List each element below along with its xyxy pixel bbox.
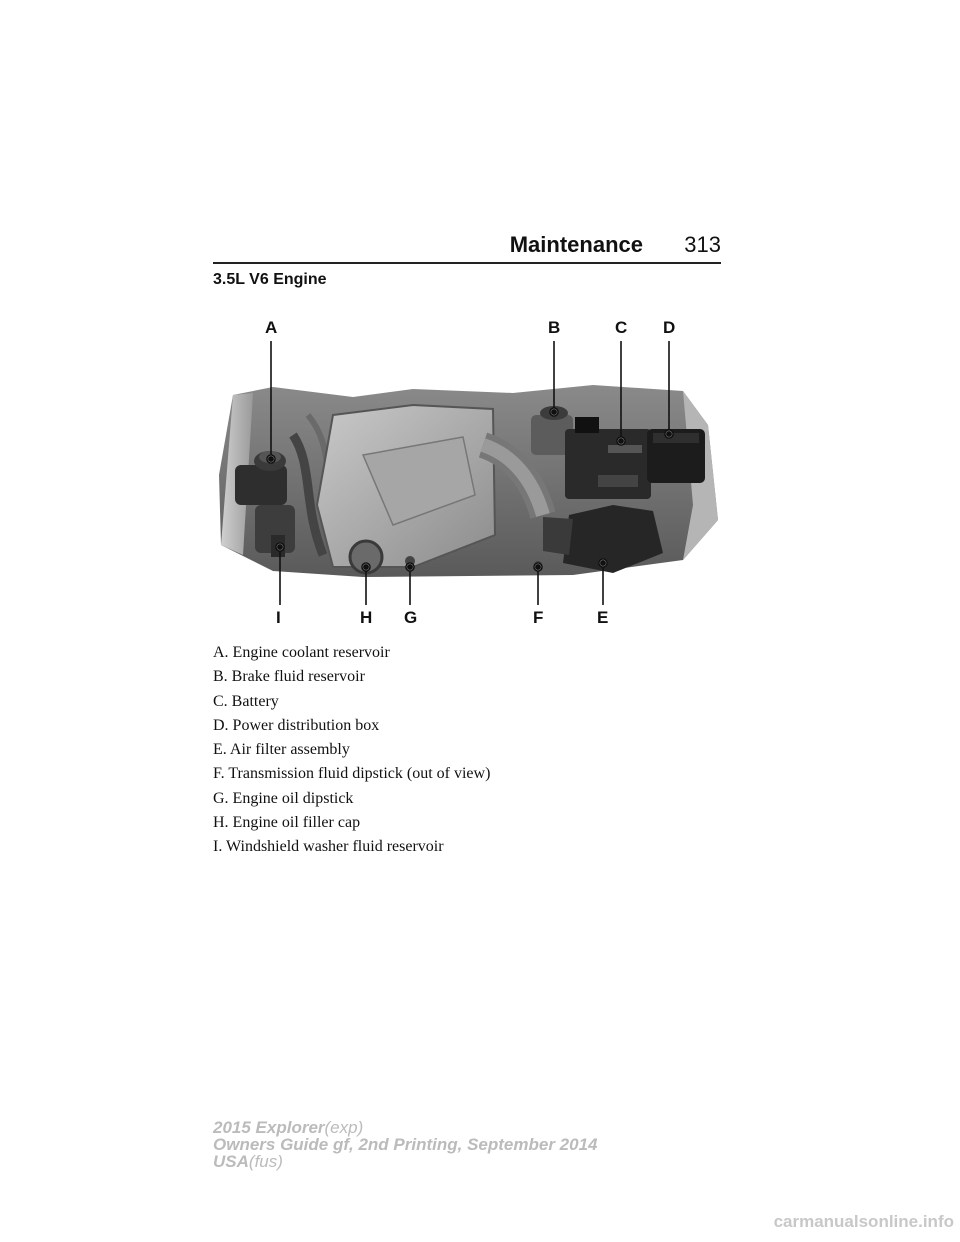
washer-reservoir	[255, 505, 295, 557]
footer-printing: Owners Guide gf, 2nd Printing, September 2014	[213, 1135, 598, 1154]
document-footer	[213, 1119, 597, 1170]
callout-i: I	[276, 608, 281, 627]
footer-model: 2015 Explorer	[213, 1118, 325, 1137]
header-rule	[213, 262, 721, 264]
page-number: 313	[684, 232, 721, 257]
footer-region-code: (fus)	[248, 1152, 283, 1171]
battery	[565, 417, 651, 499]
legend-item: F. Transmission fluid dipstick (out of view)	[213, 765, 491, 783]
callout-a: A	[265, 318, 278, 337]
engine-illustration	[213, 305, 721, 635]
legend-item: D. Power distribution box	[213, 716, 380, 734]
header-title: Maintenance	[509, 232, 643, 257]
legend-item: B. Brake fluid reservoir	[213, 668, 365, 686]
callout-d: D	[663, 318, 676, 337]
legend-item: A. Engine coolant reservoir	[213, 644, 390, 661]
callout-c: C	[615, 318, 628, 337]
legend-item: E. Air filter assembly	[213, 741, 350, 759]
callout-e: E	[597, 608, 609, 627]
component-legend	[213, 642, 733, 861]
footer-line-2	[213, 1136, 597, 1153]
legend-item: C. Battery	[213, 692, 279, 710]
section-heading: 3.5L V6 Engine	[213, 271, 327, 288]
footer-line-1	[213, 1119, 597, 1136]
callout-h: H	[360, 608, 373, 627]
site-watermark: carmanualsonline.info	[773, 1212, 954, 1231]
engine-compartment-diagram	[213, 305, 721, 635]
callout-f: F	[533, 608, 544, 627]
legend-item: H. Engine oil filler cap	[213, 814, 361, 832]
page-header	[213, 228, 721, 262]
power-distribution-box	[647, 429, 705, 483]
footer-line-3	[213, 1153, 597, 1170]
legend-item: I. Windshield washer fluid reservoir	[213, 838, 444, 856]
footer-region: USA	[213, 1152, 249, 1171]
callout-b: B	[548, 318, 561, 337]
callout-g: G	[404, 608, 418, 627]
legend-item: G. Engine oil dipstick	[213, 789, 354, 807]
footer-model-code: (exp)	[324, 1118, 364, 1137]
